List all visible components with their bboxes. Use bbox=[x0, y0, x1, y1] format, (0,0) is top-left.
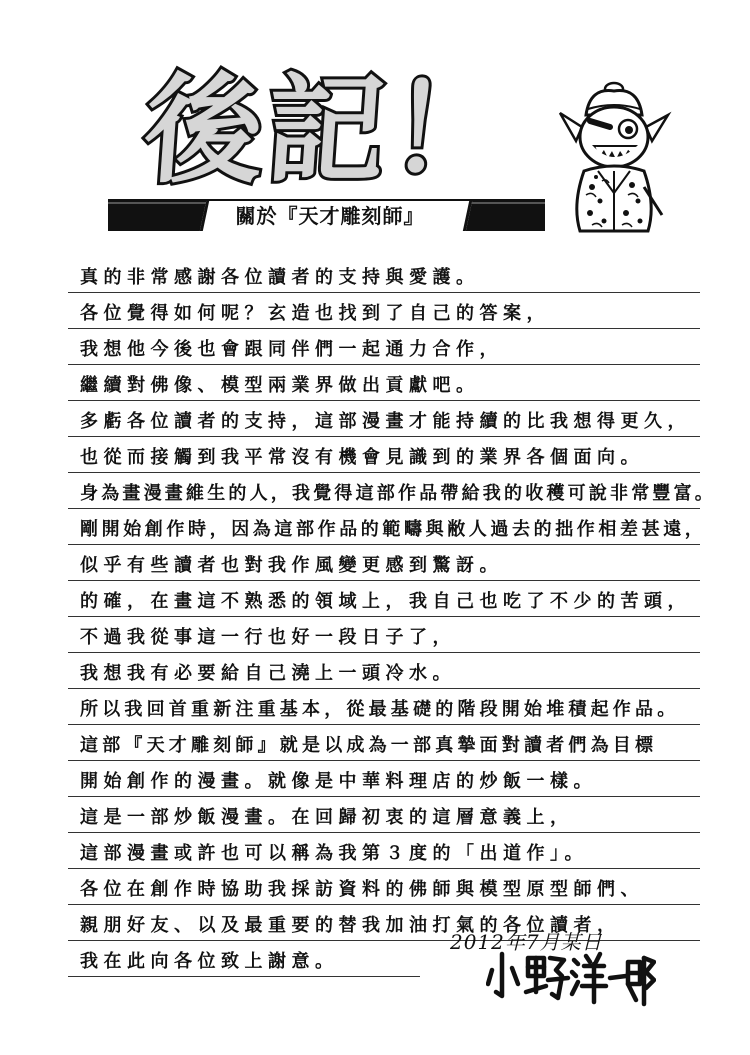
date-signature: 2012年7月某日 bbox=[450, 930, 603, 954]
author-signature bbox=[486, 948, 656, 1008]
body-line-text: 各位在創作時協助我採訪資料的佛師與模型原型師們、 bbox=[80, 879, 644, 900]
body-line-text: 我在此向各位致上謝意。 bbox=[80, 951, 339, 972]
body-line bbox=[68, 654, 700, 689]
body-line bbox=[68, 438, 700, 473]
body-line-text: 繼續對佛像、模型兩業界做出貢獻吧。 bbox=[80, 375, 480, 396]
body-line bbox=[68, 474, 716, 509]
body-line bbox=[68, 942, 420, 977]
body-line bbox=[68, 402, 700, 437]
body-line-text: 身為畫漫畫維生的人，我覺得這部作品帶給我的收穫可說非常豐富。 bbox=[80, 483, 716, 504]
body-line bbox=[68, 510, 707, 545]
body-line bbox=[68, 258, 700, 293]
body-line bbox=[68, 798, 700, 833]
body-line-text: 這是一部炒飯漫畫。在回歸初衷的這層意義上， bbox=[80, 807, 574, 828]
body-line-text: 不過我從事這一行也好一段日子了， bbox=[80, 627, 456, 648]
page-title: 後記！ bbox=[140, 61, 516, 199]
body-line bbox=[68, 834, 700, 869]
body-line bbox=[68, 762, 700, 797]
body-line-text: 這部漫畫或許也可以稱為我第３度的「出道作」。 bbox=[80, 843, 588, 864]
body-line-text: 所以我回首重新注重基本，從最基礎的階段開始堆積起作品。 bbox=[80, 699, 680, 720]
body-line-text: 各位覺得如何呢？玄造也找到了自己的答案， bbox=[80, 303, 550, 324]
body-line-text: 這部『天才雕刻師』就是以成為一部真摯面對讀者們為目標 bbox=[80, 735, 658, 756]
body-line bbox=[68, 582, 700, 617]
body-line-text: 多虧各位讀者的支持，這部漫畫才能持續的比我想得更久， bbox=[80, 411, 691, 432]
body-line bbox=[68, 726, 700, 761]
body-line-text: 剛開始創作時，因為這部作品的範疇與敝人過去的拙作相差甚遠， bbox=[80, 519, 707, 540]
body-line-text: 開始創作的漫畫。就像是中華料理店的炒飯一樣。 bbox=[80, 771, 597, 792]
body-line-text: 似乎有些讀者也對我作風變更感到驚訝。 bbox=[80, 555, 503, 576]
body-line-text: 的確，在畫這不熟悉的領域上，我自己也吃了不少的苦頭， bbox=[80, 591, 691, 612]
body-line bbox=[68, 870, 700, 905]
body-line bbox=[68, 690, 700, 725]
body-line bbox=[68, 330, 700, 365]
body-line-text: 親朋好友、以及最重要的替我加油打氣的各位讀者， bbox=[80, 915, 621, 936]
body-line-text: 也從而接觸到我平常沒有機會見識到的業界各個面向。 bbox=[80, 447, 644, 468]
body-line bbox=[68, 546, 700, 581]
body-line bbox=[68, 294, 700, 329]
body-line bbox=[68, 366, 700, 401]
body-line bbox=[68, 618, 700, 653]
body-line-text: 我想我有必要給自己澆上一頭冷水。 bbox=[80, 663, 456, 684]
body-line-text: 真的非常感謝各位讀者的支持與愛護。 bbox=[80, 267, 480, 288]
body-line-text: 我想他今後也會跟同伴們一起通力合作， bbox=[80, 339, 503, 360]
subtitle-text: 關於『天才雕刻師』 bbox=[235, 204, 425, 228]
